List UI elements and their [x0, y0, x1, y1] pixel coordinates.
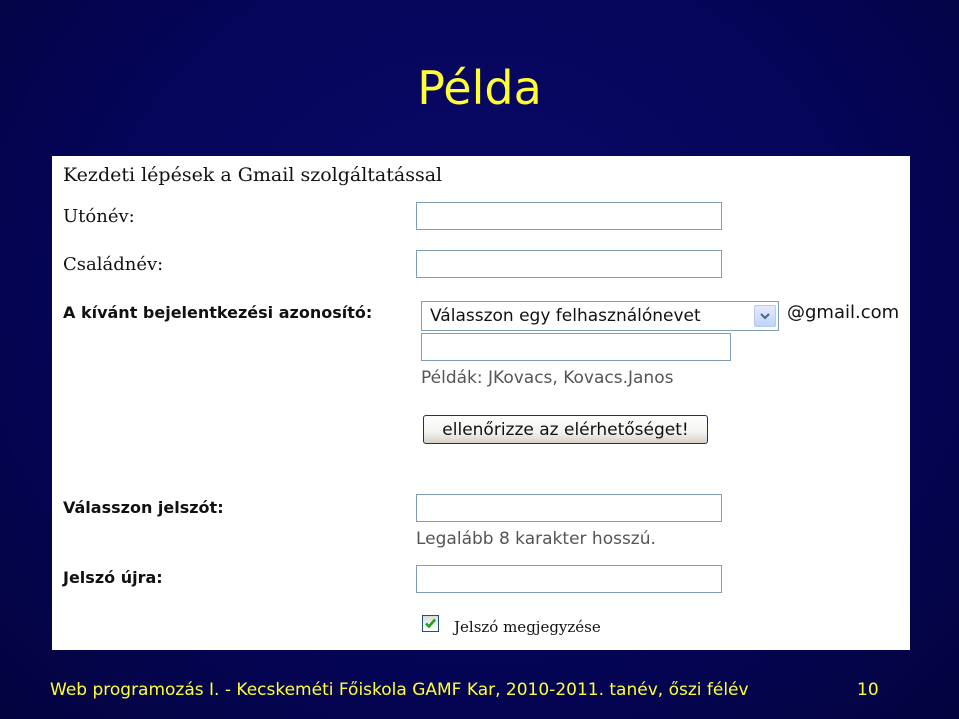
- password-repeat-label: Jelszó újra:: [63, 568, 163, 587]
- last-name-input[interactable]: [416, 250, 722, 278]
- slide-title: Példa: [417, 61, 542, 115]
- form-heading: Kezdeti lépések a Gmail szolgáltatással: [63, 164, 443, 186]
- domain-suffix: @gmail.com: [787, 302, 900, 323]
- username-examples-hint: Példák: JKovacs, Kovacs.Janos: [421, 368, 674, 388]
- login-id-label: A kívánt bejelentkezési azonosító:: [63, 303, 373, 322]
- password-label: Válasszon jelszót:: [63, 498, 224, 517]
- signup-form-panel: [52, 156, 910, 650]
- first-name-label: Utónév:: [63, 206, 135, 227]
- chevron-down-icon[interactable]: [754, 305, 776, 327]
- username-select[interactable]: [421, 301, 779, 331]
- first-name-input[interactable]: [416, 202, 722, 230]
- password-repeat-input[interactable]: [416, 565, 722, 593]
- remember-password-checkbox[interactable]: [422, 615, 439, 632]
- remember-password-label: Jelszó megjegyzése: [454, 618, 601, 636]
- page-number: 10: [857, 680, 879, 700]
- password-input[interactable]: [416, 494, 722, 522]
- password-hint: Legalább 8 karakter hosszú.: [416, 529, 656, 549]
- username-input[interactable]: [421, 333, 731, 361]
- footer-text: Web programozás I. - Kecskeméti Főiskola GAMF Kar, 2010-2011. tanév, őszi félév: [50, 680, 749, 700]
- check-availability-button[interactable]: ellenőrizze az elérhetőséget!: [423, 415, 708, 444]
- checkmark-icon: [424, 617, 437, 630]
- last-name-label: Családnév:: [63, 254, 164, 275]
- username-select-value: Válasszon egy felhasználónevet: [430, 306, 701, 326]
